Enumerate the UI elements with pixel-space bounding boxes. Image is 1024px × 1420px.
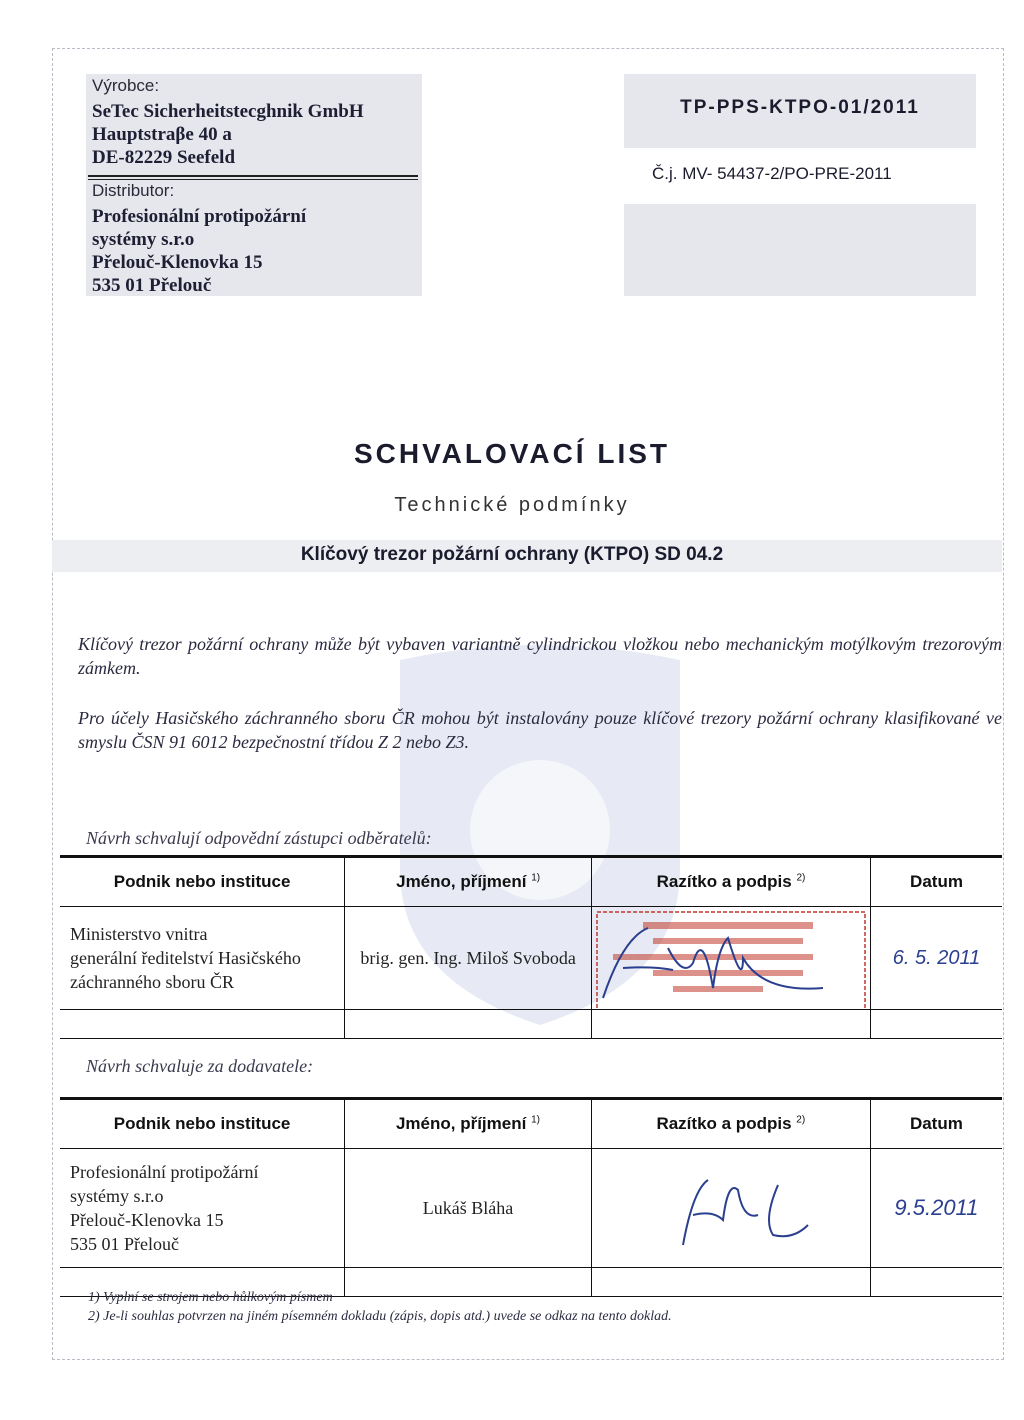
signature-cell: [591, 1149, 870, 1268]
org-line: systémy s.r.o: [70, 1186, 164, 1206]
column-header-org: Podnik nebo instituce: [60, 857, 345, 907]
column-header-name: Jméno, příjmení $^{1)}$: [345, 1099, 592, 1149]
org-line: generální ředitelství Hasičského: [70, 948, 301, 968]
signature: [593, 1150, 869, 1266]
supplier-approval-table: [60, 1097, 1002, 1297]
table-header-row: [60, 1099, 1002, 1149]
table-row-empty: [60, 1010, 1002, 1039]
footnote-1: 1) Vyplní se strojem nebo hůlkovým písmem: [88, 1290, 333, 1305]
org-cell: [60, 1149, 345, 1268]
manufacturer-label: Výrobce:: [92, 76, 160, 95]
stamp-signature-cell: [592, 907, 871, 1010]
manufacturer-city: DE-82229 Seefeld: [92, 147, 236, 168]
customer-section-heading: Návrh schvalují odpovědní zástupci odběratelů:: [86, 828, 432, 848]
name-cell: brig. gen. Ing. Miloš Svoboda: [345, 907, 592, 1010]
table-header-row: [60, 857, 1002, 907]
distributor-address: [92, 205, 306, 297]
org-line: Přelouč-Klenovka 15: [70, 1210, 224, 1230]
paragraph-1: Klíčový trezor požární ochrany může být vybaven variantně cylindrickou vložkou nebo mechanickým motýlkovým trezorovým zámkem.: [78, 634, 1002, 678]
name-cell: Lukáš Bláha: [345, 1149, 592, 1268]
org-line: Ministerstvo vnitra: [70, 924, 208, 944]
column-header-date: Datum: [871, 857, 1003, 907]
customer-approval-table: [60, 855, 1002, 1039]
manufacturer-street: Hauptstraβe 40 a: [92, 124, 232, 145]
page-subtitle: Technické podmínky: [394, 494, 630, 516]
document-code: TP-PPS-KTPO-01/2011: [680, 97, 920, 118]
manufacturer-address: [92, 100, 364, 169]
table-row: [60, 907, 1002, 1010]
column-header-stamp: Razítko a podpis $^{2)}$: [592, 857, 871, 907]
reference-number: Č.j. MV- 54437-2/PO-PRE-2011: [652, 164, 892, 183]
date-cell: 6. 5. 2011: [871, 907, 1003, 1010]
table-row: [60, 1149, 1002, 1268]
distributor-street: Přelouč-Klenovka 15: [92, 252, 263, 273]
manufacturer-name: SeTec Sicherheitstecghnik GmbH: [92, 101, 364, 122]
distributor-label: Distributor:: [92, 181, 175, 200]
distributor-name-1: Profesionální protipožární: [92, 206, 307, 227]
paragraph-2: Pro účely Hasičského záchranného sboru ČR mohou být instalovány pouze klíčové trezory požární ochrany klasifikované ve smyslu ČSN 91 6012 bezpečnostní třídou Z 2 nebo Z3.: [78, 708, 1002, 752]
column-header-stamp: Razítko a podpis $^{2)}$: [591, 1099, 870, 1149]
date-cell: 9.5.2011: [870, 1149, 1002, 1268]
org-line: Profesionální protipožární: [70, 1162, 259, 1182]
stamp-and-signature: [593, 908, 869, 1008]
divider: [88, 175, 418, 177]
column-header-name: Jméno, příjmení $^{1)}$: [345, 857, 592, 907]
org-cell: [60, 907, 345, 1010]
column-header-org: Podnik nebo instituce: [60, 1099, 345, 1149]
distributor-name-2: systémy s.r.o: [92, 229, 195, 250]
product-name: Klíčový trezor požární ochrany (KTPO) SD 04.2: [300, 544, 724, 565]
column-header-date: Datum: [870, 1099, 1002, 1149]
org-line: záchranného sboru ČR: [70, 972, 234, 992]
distributor-city: 535 01 Přelouč: [92, 275, 212, 296]
footnote-2: 2) Je-li souhlas potvrzen na jiném písemném dokladu (zápis, dopis atd.) uvede se odkaz na tento doklad.: [88, 1309, 672, 1324]
divider: [88, 179, 418, 180]
org-line: 535 01 Přelouč: [70, 1234, 179, 1254]
supplier-section-heading: Návrh schvaluje za dodavatele:: [86, 1056, 314, 1076]
page-title: SCHVALOVACÍ LIST: [353, 438, 671, 469]
reference-box: [624, 204, 976, 296]
